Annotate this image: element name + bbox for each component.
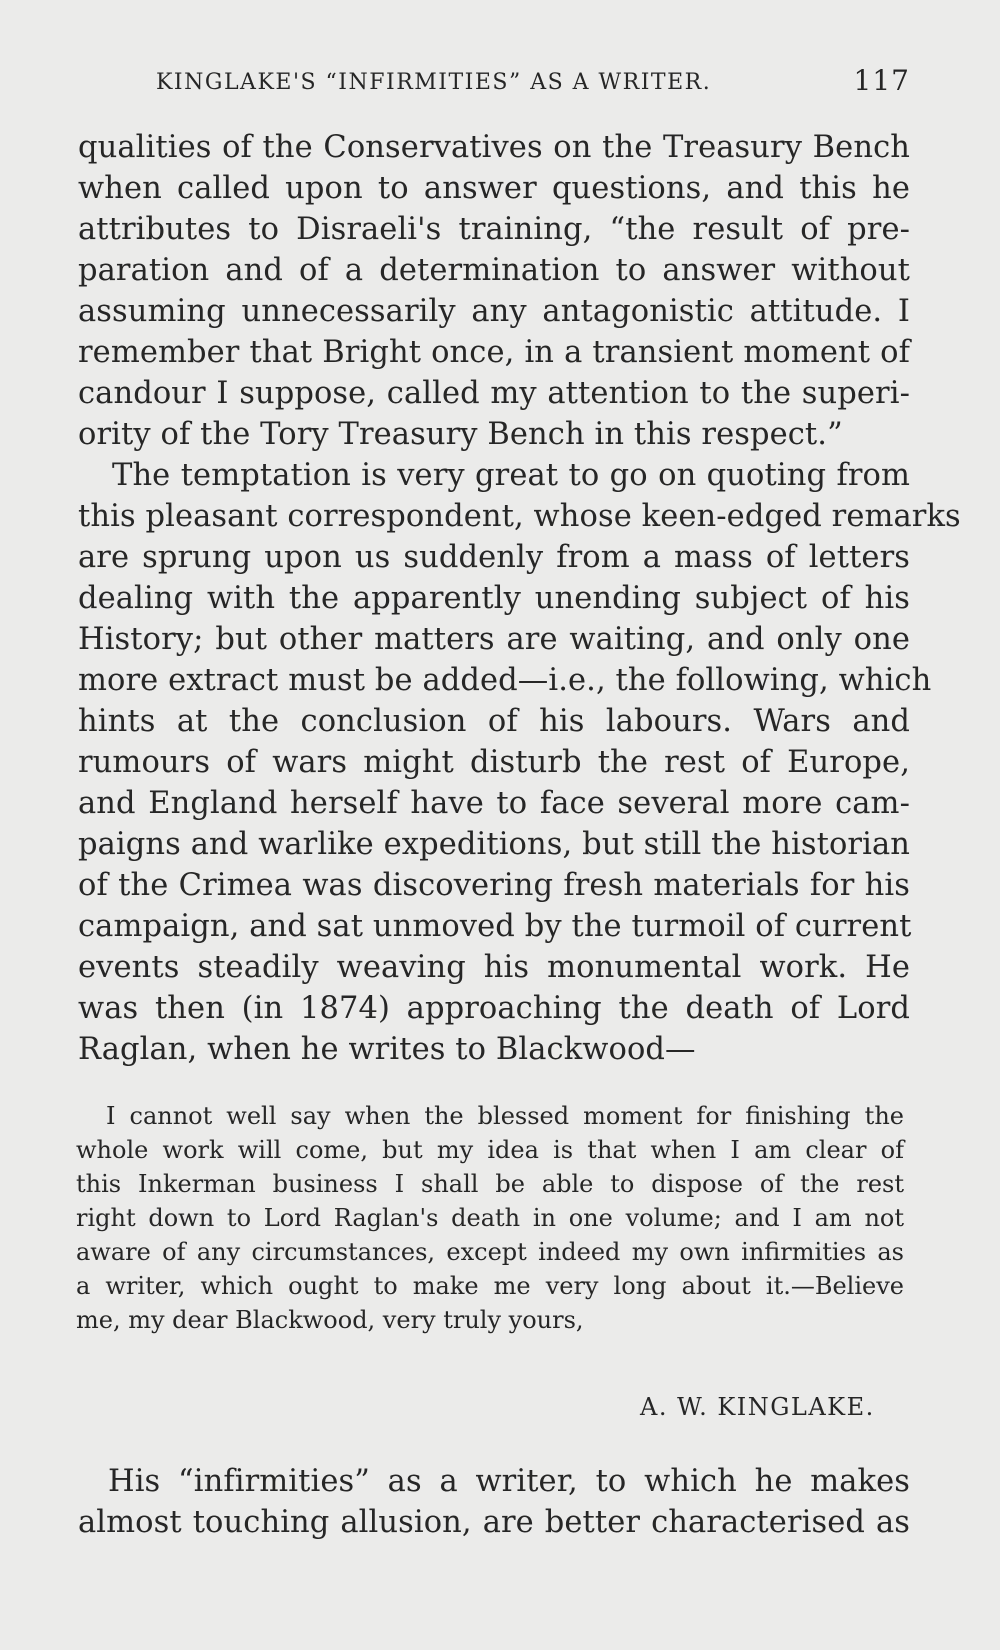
quote-line: this Inkerman business I shall be able to dispose of the rest	[76, 1170, 904, 1198]
paragraph-line: remember that Bright once, in a transient moment of	[78, 335, 910, 370]
paragraph-line: campaign, and sat unmoved by the turmoil of current	[78, 909, 912, 944]
paragraph-line: paration and of a determination to answer without	[78, 253, 910, 288]
paragraph-line: The temptation is very great to go on quoting from	[112, 458, 910, 493]
paragraph-line: events steadily weaving his monumental work. He	[78, 950, 910, 985]
paragraph-line: ority of the Tory Treasury Bench in this respect.”	[78, 417, 843, 452]
paragraph-line: and England herself have to face several more cam-	[78, 786, 910, 821]
page-number: 117	[853, 64, 910, 97]
paragraph-line: rumours of wars might disturb the rest of Europe,	[78, 745, 910, 780]
running-head-title: KINGLAKE'S “INFIRMITIES” AS A WRITER.	[156, 70, 712, 95]
quote-line: a writer, which ought to make me very long about it.—Believe	[76, 1272, 904, 1300]
quote-line: right down to Lord Raglan's death in one volume; and I am not	[76, 1204, 904, 1232]
paragraph-line: when called upon to answer questions, and this he	[78, 171, 910, 206]
paragraph-line: assuming unnecessarily any antagonistic attitude. I	[78, 294, 910, 329]
paragraph-line: this pleasant correspondent, whose keen-edged remarks	[78, 499, 961, 534]
paragraph-line: paigns and warlike expeditions, but still the historian	[78, 827, 910, 862]
quote-line: aware of any circumstances, except indeed my own infirmities as	[76, 1238, 904, 1266]
paragraph-line: of the Crimea was discovering fresh materials for his	[78, 868, 910, 903]
quote-line: me, my dear Blackwood, very truly yours,	[76, 1306, 584, 1334]
paragraph-line: more extract must be added—i.e., the following, which	[78, 663, 932, 698]
quote-line: I cannot well say when the blessed moment for finishing the	[106, 1102, 904, 1130]
paragraph-line: are sprung upon us suddenly from a mass of letters	[78, 540, 910, 575]
paragraph-line: His “infirmities” as a writer, to which he makes	[108, 1464, 910, 1499]
running-head	[78, 64, 910, 104]
paragraph-line: almost touching allusion, are better characterised as	[78, 1505, 910, 1540]
paragraph-line: Raglan, when he writes to Blackwood—	[78, 1032, 696, 1067]
paragraph-line: History; but other matters are waiting, and only one	[78, 622, 910, 657]
quote-line: whole work will come, but my idea is that when I am clear of	[76, 1136, 904, 1164]
paragraph-line: was then (in 1874) approaching the death of Lord	[78, 991, 910, 1026]
paragraph-line: dealing with the apparently unending subject of his	[78, 581, 910, 616]
signature: A. W. KINGLAKE.	[640, 1393, 875, 1421]
paragraph-line: attributes to Disraeli's training, “the result of pre-	[78, 212, 910, 247]
paragraph-line: qualities of the Conservatives on the Treasury Bench	[78, 130, 910, 165]
paragraph-line: candour I suppose, called my attention to the superi-	[78, 376, 910, 411]
paragraph-line: hints at the conclusion of his labours. Wars and	[78, 704, 910, 739]
